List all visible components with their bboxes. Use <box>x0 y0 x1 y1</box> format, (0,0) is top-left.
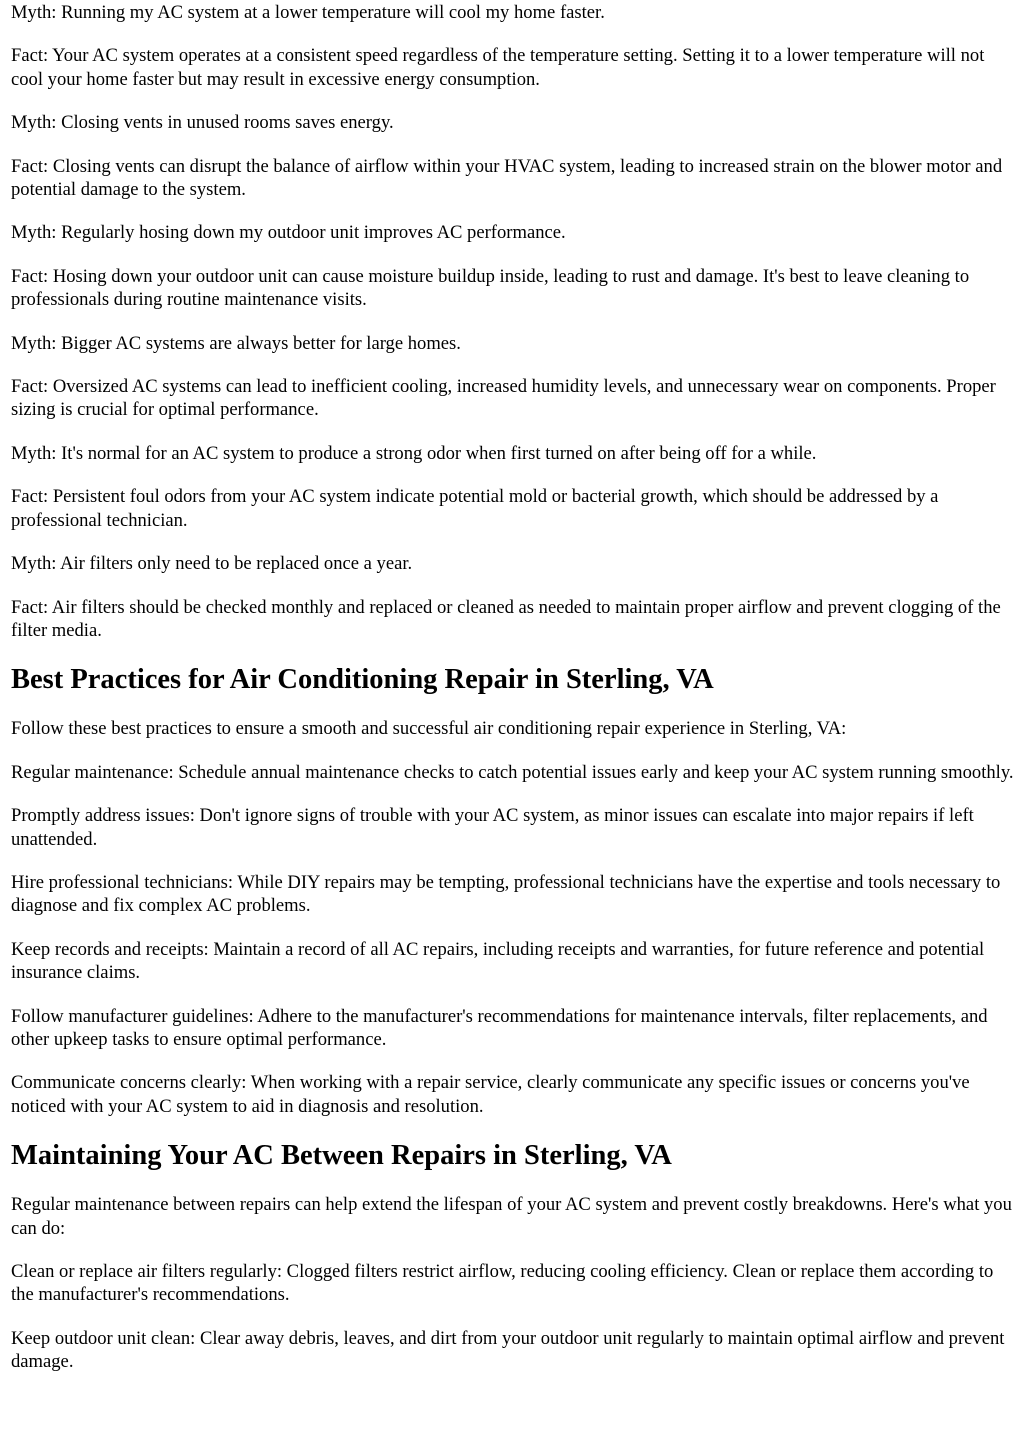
maintaining-item: Clean or replace air filters regularly: Clogged filters restrict airflow, reducing cooling efficiency. Clean or replace them according to the manufacturer's recommendations. <box>11 1261 994 1306</box>
best-practices-list <box>11 717 1014 1118</box>
myths-facts-list <box>11 1 1014 642</box>
best-practice-item: Regular maintenance: Schedule annual maintenance checks to catch potential issues early and keep your AC system running smoothly. <box>11 761 1014 783</box>
myth-paragraph: Myth: It's normal for an AC system to produce a strong odor when first turned on after being off for a while. <box>11 442 817 464</box>
maintaining-list <box>11 1193 1014 1373</box>
fact-paragraph: Fact: Oversized AC systems can lead to inefficient cooling, increased humidity levels, and unnecessary wear on components. Proper sizing is crucial for optimal performance. <box>11 376 996 421</box>
document-page <box>0 1 1024 1449</box>
best-practice-item: Promptly address issues: Don't ignore signs of trouble with your AC system, as minor issues can escalate into major repairs if left unattended. <box>11 805 974 850</box>
fact-paragraph: Fact: Your AC system operates at a consistent speed regardless of the temperature setting. Setting it to a lower temperature will not cool your home faster but may result in excessive energy consumption. <box>11 45 985 90</box>
fact-paragraph: Fact: Closing vents can disrupt the balance of airflow within your HVAC system, leading to increased strain on the blower motor and potential damage to the system. <box>11 155 1003 201</box>
myth-paragraph: Myth: Bigger AC systems are always better for large homes. <box>11 332 461 354</box>
best-practice-item: Hire professional technicians: While DIY repairs may be tempting, professional technicians have the expertise and tools necessary to diagnose and fix complex AC problems. <box>11 871 1001 917</box>
fact-paragraph: Fact: Air filters should be checked monthly and replaced or cleaned as needed to maintain proper airflow and prevent clogging of the filter media. <box>11 596 1001 641</box>
best-practice-item: Communicate concerns clearly: When working with a repair service, clearly communicate any specific issues or concerns you've noticed with your AC system to aid in diagnosis and resolution. <box>11 1072 970 1117</box>
fact-paragraph: Fact: Hosing down your outdoor unit can cause moisture buildup inside, leading to rust and damage. It's best to leave cleaning to professionals during routine maintenance visits. <box>11 265 970 311</box>
best-practice-item: Follow manufacturer guidelines: Adhere to the manufacturer's recommendations for maintenance intervals, filter replacements, and other upkeep tasks to ensure optimal performance. <box>11 1005 988 1050</box>
best-practices-intro: Follow these best practices to ensure a smooth and successful air conditioning repair experience in Sterling, VA: <box>11 718 847 740</box>
maintaining-item: Keep outdoor unit clean: Clear away debris, leaves, and dirt from your outdoor unit regularly to maintain optimal airflow and prevent damage. <box>11 1327 1005 1373</box>
best-practices-heading: Best Practices for Air Conditioning Repair in Sterling, VA <box>11 664 714 696</box>
fact-paragraph: Fact: Persistent foul odors from your AC system indicate potential mold or bacterial growth, which should be addressed by a professional technician. <box>11 486 939 531</box>
myth-paragraph: Myth: Closing vents in unused rooms saves energy. <box>11 112 394 134</box>
best-practice-item: Keep records and receipts: Maintain a record of all AC repairs, including receipts and warranties, for future reference and potential insurance claims. <box>11 938 985 984</box>
myth-paragraph: Myth: Air filters only need to be replaced once a year. <box>11 553 413 575</box>
myth-paragraph: Myth: Running my AC system at a lower temperature will cool my home faster. <box>11 2 605 23</box>
myth-paragraph: Myth: Regularly hosing down my outdoor unit improves AC performance. <box>11 222 566 244</box>
maintaining-intro: Regular maintenance between repairs can help extend the lifespan of your AC system and prevent costly breakdowns. Here's what you can do: <box>11 1194 1012 1239</box>
maintaining-heading: Maintaining Your AC Between Repairs in Sterling, VA <box>11 1140 672 1172</box>
